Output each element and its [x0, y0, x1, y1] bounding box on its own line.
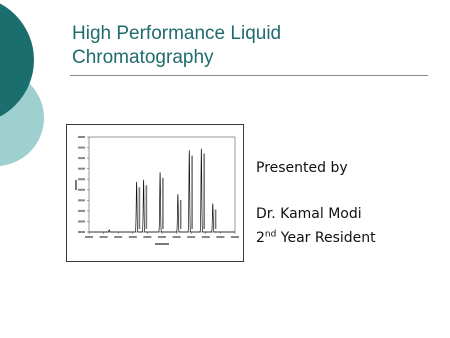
slide-title	[72, 22, 432, 70]
presented-by-text: Presented by	[256, 160, 348, 176]
presenter-role	[256, 230, 376, 246]
x-tick-label	[158, 236, 166, 238]
y-tick-label	[78, 147, 85, 149]
x-tick-label	[85, 236, 93, 238]
presenter-name: Dr. Kamal Modi	[256, 206, 362, 222]
peak-label	[215, 210, 217, 230]
y-tick-label	[78, 178, 85, 180]
title-line-2: Chromatography	[72, 47, 214, 68]
presenter-year-number: 2	[256, 230, 265, 246]
peak-label	[139, 187, 141, 229]
y-tick-label	[78, 231, 85, 233]
presenter-role-text: Year Resident	[276, 230, 376, 246]
y-axis-title-mark	[75, 180, 77, 190]
title-line-1: High Performance Liquid	[72, 23, 282, 44]
peak-label	[180, 200, 182, 229]
presenter-year-suffix: nd	[264, 229, 277, 240]
x-tick-label	[231, 236, 239, 238]
y-tick-label	[78, 168, 85, 170]
y-tick-label	[78, 136, 85, 138]
peak-label	[162, 178, 164, 229]
peak-label	[146, 185, 148, 229]
title-divider	[70, 75, 428, 76]
y-tick-label	[78, 199, 85, 201]
x-axis-title-mark	[155, 243, 169, 245]
x-tick-label	[143, 236, 151, 238]
y-tick-label	[78, 189, 85, 191]
x-tick-label	[216, 236, 224, 238]
chromatogram-figure	[66, 124, 244, 262]
peak-label	[203, 154, 205, 229]
peak-label	[191, 156, 193, 229]
x-tick-label	[100, 236, 108, 238]
x-tick-label	[187, 236, 195, 238]
y-axis-ticks	[78, 136, 89, 233]
x-tick-label	[129, 236, 137, 238]
y-tick-label	[78, 210, 85, 212]
x-tick-label	[202, 236, 210, 238]
y-tick-label	[78, 157, 85, 159]
x-tick-label	[114, 236, 122, 238]
y-tick-label	[78, 220, 85, 222]
chromatogram-plot	[67, 125, 243, 261]
x-tick-label	[173, 236, 181, 238]
x-axis-ticks	[85, 232, 239, 238]
